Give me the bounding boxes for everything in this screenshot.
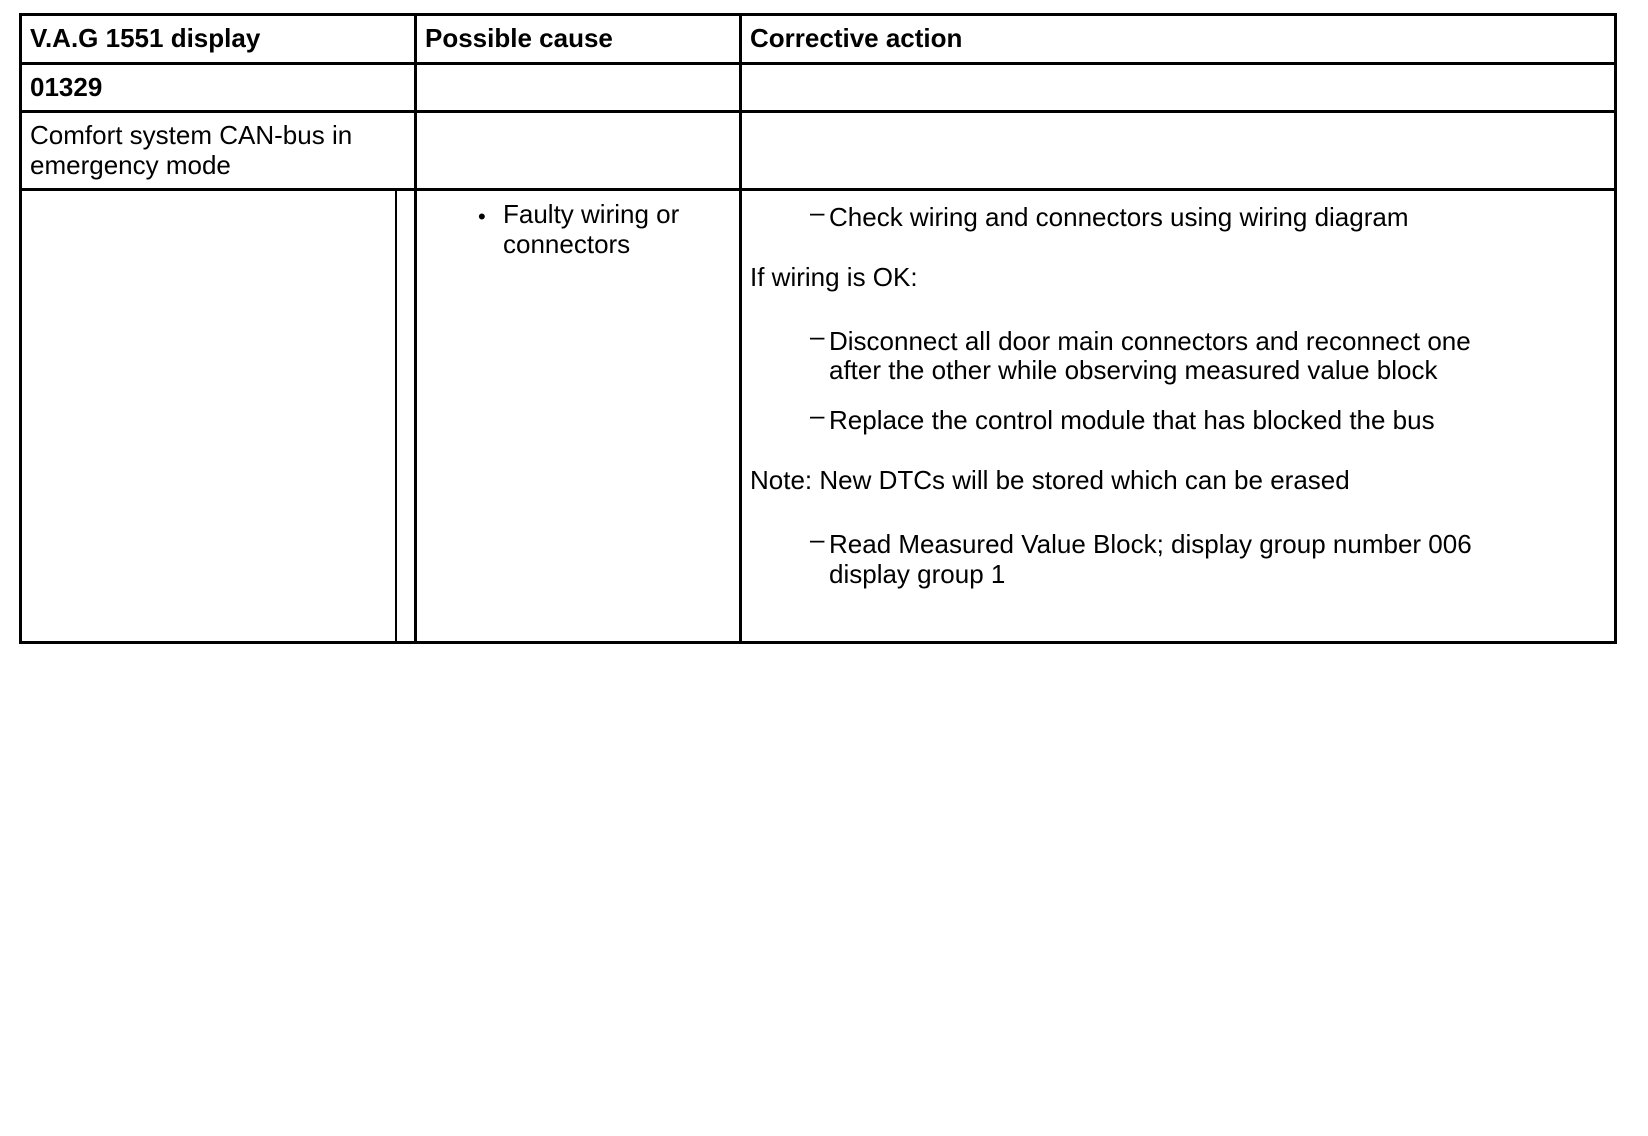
action-read-block-line1: Read Measured Value Block; display group number 006 <box>829 529 1472 559</box>
dash-icon: – <box>810 197 825 227</box>
header-possible-cause: Possible cause <box>425 23 613 53</box>
header-corrective-action: Corrective action <box>750 23 963 53</box>
dash-icon: – <box>810 524 825 554</box>
row-divider-3 <box>19 188 1617 191</box>
inner-column-divider <box>395 191 397 644</box>
header-display: V.A.G 1551 display <box>30 23 261 53</box>
fault-description-line2: emergency mode <box>30 150 231 180</box>
row-divider-2 <box>19 110 1617 113</box>
action-disconnect-line1: Disconnect all door main connectors and reconnect one <box>829 326 1471 356</box>
action-check-wiring: Check wiring and connectors using wiring diagram <box>829 202 1409 232</box>
row-divider-1 <box>19 62 1617 65</box>
cause-line2: connectors <box>503 229 631 259</box>
action-read-block-line2: display group 1 <box>829 559 1006 589</box>
dash-icon: – <box>810 321 825 351</box>
column-divider-2 <box>739 13 742 644</box>
action-disconnect-line2: after the other while observing measured value block <box>829 355 1438 385</box>
action-if-wiring-ok: If wiring is OK: <box>750 262 918 292</box>
column-divider-1 <box>414 13 417 644</box>
bullet-icon: • <box>478 204 486 229</box>
action-replace-module: Replace the control module that has blocked the bus <box>829 405 1435 435</box>
fault-code: 01329 <box>30 72 103 102</box>
cause-line1: Faulty wiring or <box>503 199 680 229</box>
action-note: Note: New DTCs will be stored which can be erased <box>750 465 1350 495</box>
dash-icon: – <box>810 400 825 430</box>
fault-description-line1: Comfort system CAN-bus in <box>30 120 353 150</box>
diagnostic-table <box>19 13 1617 644</box>
